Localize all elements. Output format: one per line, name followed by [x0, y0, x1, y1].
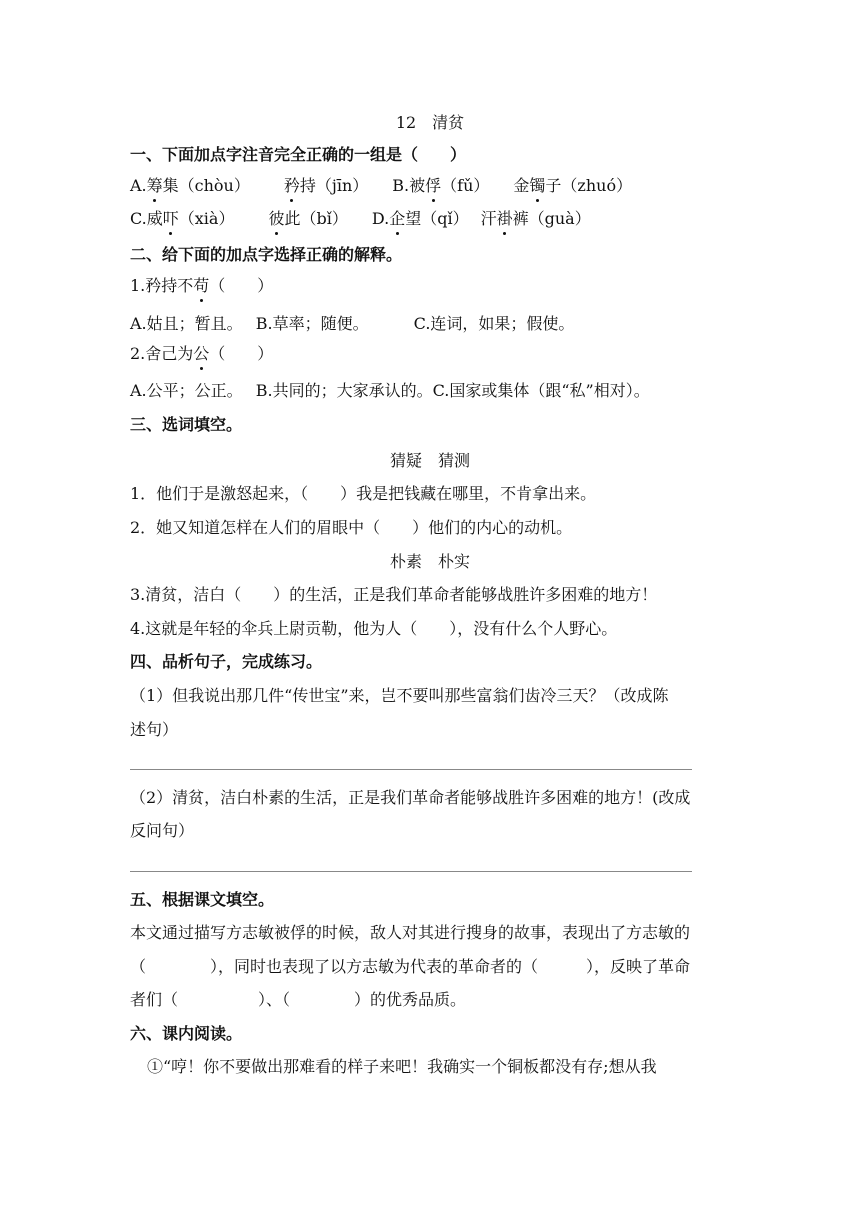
- answer-line: [130, 769, 692, 770]
- page-title: 12 清贫: [395, 113, 465, 132]
- s1-option-row-ab: [130, 175, 632, 197]
- opt-d-word2-rest: 裤（guà）: [512, 209, 591, 228]
- s3-line-4: 4.这就是年轻的伞兵上尉贡勒，他为人（ ），没有什么个人野心。: [130, 619, 618, 638]
- s5-line-3: 者们（ ）、（ ）的优秀品质。: [130, 990, 467, 1009]
- opt-d-word1-rest: 望（qǐ）: [405, 209, 469, 228]
- opt-c-label: C.威: [130, 209, 163, 228]
- s3-line-2: 2．她又知道怎样在人们的眉眼中（ ）他们的内心的动机。: [130, 518, 573, 537]
- answer-line: [130, 871, 692, 872]
- opt-c-word2-rest: 此（bǐ）: [284, 209, 348, 228]
- opt-b-word2-rest: 子（zhuó）: [545, 176, 633, 195]
- dotted-char: 褂: [496, 209, 513, 228]
- section-3-heading: 三、选词填空。: [130, 415, 243, 434]
- opt-b-word1-rest: （fǔ）: [441, 176, 490, 195]
- s1-option-row-cd: [130, 208, 591, 230]
- opt-d-label: D.: [371, 209, 390, 228]
- dotted-char: 俘: [425, 176, 442, 195]
- opt-b-word2-start: 金: [513, 176, 530, 195]
- s2-question-2: [130, 343, 273, 365]
- s2-q2-options: A.公平；公正。 B.共同的；大家承认的。C.国家或集体（跟“私”相对）。: [130, 381, 650, 400]
- dotted-char: 企: [389, 209, 406, 228]
- s5-line-2: （ ），同时也表现了以方志敏为代表的革命者的（ ），反映了革命: [130, 957, 691, 976]
- section-4-heading: 四、品析句子，完成练习。: [130, 652, 323, 671]
- section-2-heading: 二、给下面的加点字选择正确的解释。: [130, 245, 403, 264]
- opt-a-label: A.: [130, 176, 147, 195]
- opt-d-word2-start: 汗: [480, 209, 497, 228]
- dotted-char: 公: [193, 344, 210, 363]
- dotted-char: 矜: [283, 176, 300, 195]
- s4-q2-line-2: 反问句）: [130, 821, 195, 840]
- dotted-char: 彼: [268, 209, 285, 228]
- word-choice-1: 猜疑 猜测: [389, 451, 470, 470]
- s4-q1-line-2: 述句）: [130, 720, 179, 739]
- s2-q1-options: A.姑且；暂且。 B.草率；随便。 C.连词，如果；假使。: [130, 314, 575, 333]
- s5-line-1: 本文通过描写方志敏被俘的时候，敌人对其进行搜身的故事，表现出了方志敏的: [130, 923, 691, 942]
- section-6-heading: 六、课内阅读。: [130, 1024, 243, 1043]
- opt-b-label: B.被: [392, 176, 426, 195]
- q1-text: 1.矜持不: [130, 276, 194, 295]
- opt-c-word1-rest: （xià）: [178, 209, 235, 228]
- s4-q1-line-1: （1）但我说出那几件“传世宝”来，岂不要叫那些富翁们齿冷三天？（改成陈: [130, 686, 669, 705]
- dotted-char: 吓: [162, 209, 179, 228]
- q2-blank: （ ）: [209, 344, 274, 363]
- s4-q2-line-1: （2）清贫，洁白朴素的生活，正是我们革命者能够战胜许多困难的地方！(改成: [130, 788, 691, 807]
- s2-question-1: [130, 275, 273, 297]
- dotted-char: 筹: [146, 176, 163, 195]
- word-choice-2: 朴素 朴实: [389, 552, 470, 571]
- section-1-heading: 一、下面加点字注音完全正确的一组是（ ）: [130, 145, 467, 164]
- s3-line-1: 1．他们于是激怒起来，（ ）我是把钱藏在哪里，不肯拿出来。: [130, 484, 597, 503]
- q1-blank: （ ）: [209, 276, 274, 295]
- section-5-heading: 五、根据课文填空。: [130, 890, 275, 909]
- opt-a-word1-rest: 集（chòu）: [162, 176, 250, 195]
- opt-a-word2-rest: 持（jīn）: [299, 176, 369, 195]
- dotted-char: 苟: [193, 276, 210, 295]
- s6-paragraph-1: ①“哼！你不要做出那难看的样子来吧！我确实一个铜板都没有存;想从我: [147, 1057, 657, 1076]
- dotted-char: 镯: [529, 176, 546, 195]
- s3-line-3: 3.清贫，洁白（ ）的生活，正是我们革命者能够战胜许多困难的地方！: [130, 585, 658, 604]
- q2-text: 2.舍己为: [130, 344, 194, 363]
